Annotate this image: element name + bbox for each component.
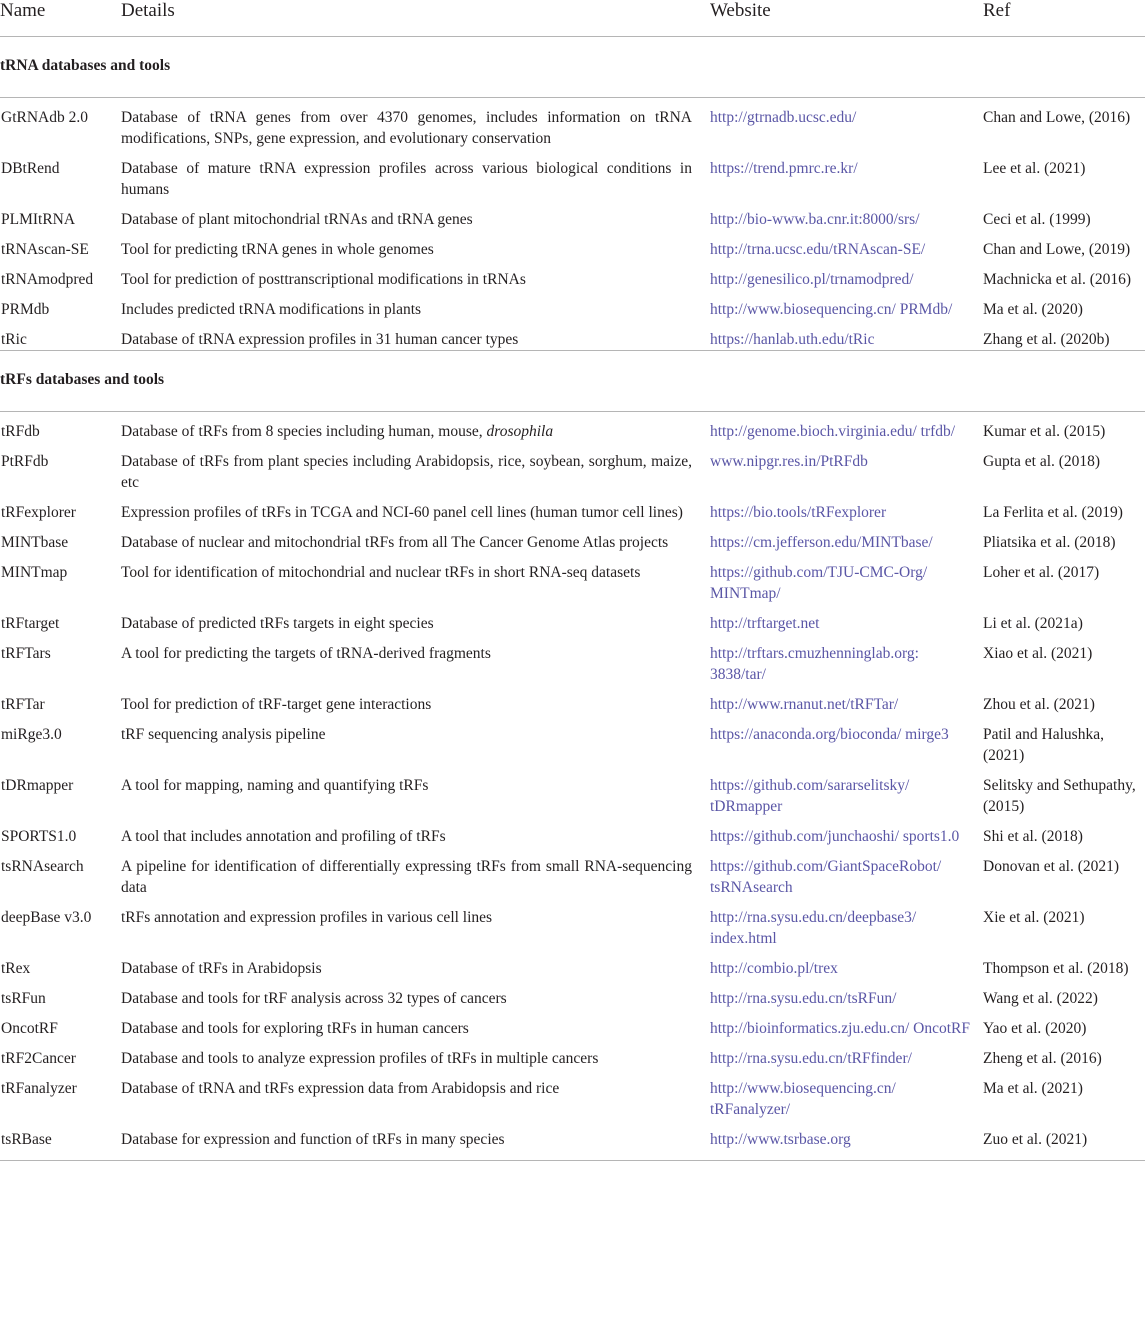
section-header-row (0, 37, 1145, 98)
cell-details (121, 634, 710, 685)
cell-ref: Zhou et al. (2021) (983, 696, 1095, 713)
table-row (0, 200, 1145, 230)
header-ref: Ref (983, 0, 1145, 37)
table-row (0, 290, 1145, 320)
header-row (0, 0, 1145, 37)
website-link[interactable]: http://www.tsrbase.org (710, 1131, 851, 1148)
website-link[interactable]: http://rna.sysu.edu.cn/tRFfinder/ (710, 1050, 912, 1067)
cell-details (121, 1120, 710, 1161)
table-row (0, 1069, 1145, 1120)
cell-name: tRex (1, 960, 31, 977)
cell-website (710, 1009, 983, 1039)
cell-ref: Shi et al. (2018) (983, 828, 1083, 845)
cell-name: tsRFun (1, 990, 46, 1007)
cell-name: tDRmapper (1, 777, 74, 794)
cell-website (710, 98, 983, 150)
details-text: Database and tools for exploring tRFs in human cancers (121, 1020, 469, 1037)
table-row (0, 523, 1145, 553)
cell-website (710, 200, 983, 230)
table-row (0, 1120, 1145, 1161)
website-link[interactable]: https://anaconda.org/bioconda/ mirge3 (710, 726, 949, 743)
cell-name: MINTmap (1, 564, 68, 581)
cell-website (710, 260, 983, 290)
cell-ref: Machnicka et al. (2016) (983, 271, 1132, 288)
cell-details (121, 260, 710, 290)
table-row (0, 98, 1145, 150)
cell-name: PRMdb (1, 301, 50, 318)
cell-website (710, 1069, 983, 1120)
website-link[interactable]: http://combio.pl/trex (710, 960, 838, 977)
table-row (0, 766, 1145, 817)
section-header-row (0, 351, 1145, 412)
details-text: Database and tools for tRF analysis across 32 types of cancers (121, 990, 507, 1007)
cell-ref: Yao et al. (2020) (983, 1020, 1087, 1037)
cell-name: tRFtarget (1, 615, 60, 632)
cell-ref: Lee et al. (2021) (983, 160, 1086, 177)
details-text: tRF sequencing analysis pipeline (121, 726, 326, 743)
website-link[interactable]: http://bio-www.ba.cnr.it:8000/srs/ (710, 211, 920, 228)
cell-ref: Gupta et al. (2018) (983, 453, 1101, 470)
cell-ref: Patil and Halushka, (2021) (983, 726, 1104, 764)
cell-website (710, 685, 983, 715)
details-text: Database of tRFs in Arabidopsis (121, 960, 322, 977)
details-emphasis: drosophila (486, 423, 554, 440)
details-text: Tool for predicting tRNA genes in whole genomes (121, 241, 434, 258)
table-body (0, 37, 1145, 1161)
cell-website (710, 979, 983, 1009)
cell-website (710, 320, 983, 351)
table-row (0, 715, 1145, 766)
website-link[interactable]: http://rna.sysu.edu.cn/tsRFun/ (710, 990, 897, 1007)
website-link[interactable]: http://genesilico.pl/trnamodpred/ (710, 271, 914, 288)
cell-website (710, 1120, 983, 1161)
cell-website (710, 523, 983, 553)
cell-ref: Li et al. (2021a) (983, 615, 1083, 632)
details-text: Database of tRNA and tRFs expression data from Arabidopsis and rice (121, 1080, 560, 1097)
header-website: Website (710, 0, 983, 37)
cell-name: DBtRend (1, 160, 60, 177)
cell-details (121, 604, 710, 634)
website-link[interactable]: http://gtrnadb.ucsc.edu/ (710, 109, 857, 126)
cell-name: tRF2Cancer (1, 1050, 76, 1067)
cell-name: tsRBase (0, 1120, 121, 1161)
website-link[interactable]: http://trftarget.net (710, 615, 820, 632)
details-text: A tool for mapping, naming and quantifying tRFs (121, 777, 429, 794)
cell-website (710, 847, 983, 898)
cell-website (710, 634, 983, 685)
section-title: tRFs databases and tools (0, 351, 1145, 412)
cell-details (121, 847, 710, 898)
cell-details (121, 817, 710, 847)
cell-website (710, 949, 983, 979)
table-row (0, 898, 1145, 949)
website-link[interactable]: https://hanlab.uth.edu/tRic (710, 331, 875, 348)
cell-website (710, 1039, 983, 1069)
cell-details (121, 715, 710, 766)
table-row (0, 685, 1145, 715)
cell-name: tRFTars (1, 645, 51, 662)
cell-details (121, 200, 710, 230)
table-row (0, 634, 1145, 685)
details-text: Database of predicted tRFs targets in eight species (121, 615, 434, 632)
cell-website (710, 817, 983, 847)
website-link[interactable]: https://trend.pmrc.re.kr/ (710, 160, 858, 177)
details-text: Database of tRFs from 8 species including human, mouse, (121, 423, 487, 440)
table-row (0, 442, 1145, 493)
cell-website (710, 442, 983, 493)
cell-details (121, 412, 710, 443)
table-row (0, 493, 1145, 523)
website-link[interactable]: http://www.rnanut.net/tRFTar/ (710, 696, 899, 713)
cell-website (710, 898, 983, 949)
table-row (0, 604, 1145, 634)
cell-ref: Ceci et al. (1999) (983, 211, 1091, 228)
cell-details (121, 230, 710, 260)
details-text: Database of mature tRNA expression profiles across various biological conditions in humans (121, 160, 692, 198)
cell-details (121, 149, 710, 200)
table-row (0, 817, 1145, 847)
cell-details (121, 320, 710, 351)
table-row (0, 1039, 1145, 1069)
cell-ref: Xiao et al. (2021) (983, 645, 1093, 662)
cell-website (710, 412, 983, 443)
cell-details (121, 979, 710, 1009)
cell-ref: Donovan et al. (2021) (983, 858, 1120, 875)
cell-name: tsRNAsearch (1, 858, 84, 875)
cell-ref: Kumar et al. (2015) (983, 423, 1106, 440)
cell-website (710, 493, 983, 523)
table-row (0, 553, 1145, 604)
cell-website (710, 604, 983, 634)
cell-ref: Chan and Lowe, (2016) (983, 109, 1131, 126)
table-row (0, 230, 1145, 260)
cell-details (121, 1069, 710, 1120)
cell-name: tRFdb (1, 423, 40, 440)
cell-website (710, 230, 983, 260)
details-text: Database of tRFs from plant species including Arabidopsis, rice, soybean, sorghum, maize, etc (121, 453, 692, 491)
cell-name: tRic (1, 331, 27, 348)
website-link[interactable]: http://www.biosequencing.cn/ PRMdb/ (710, 301, 953, 318)
cell-ref: La Ferlita et al. (2019) (983, 504, 1123, 521)
details-text: Database of nuclear and mitochondrial tRFs from all The Cancer Genome Atlas projects (121, 534, 669, 551)
details-text: Database of tRNA expression profiles in 31 human cancer types (121, 331, 519, 348)
website-link[interactable]: http://trna.ucsc.edu/tRNAscan-SE/ (710, 241, 926, 258)
cell-ref: Selitsky and Sethupathy, (2015) (983, 777, 1136, 815)
details-text: Database and tools to analyze expression profiles of tRFs in multiple cancers (121, 1050, 599, 1067)
cell-ref: Ma et al. (2020) (983, 301, 1083, 318)
cell-details (121, 1039, 710, 1069)
cell-details (121, 766, 710, 817)
website-link[interactable]: http://genome.bioch.virginia.edu/ trfdb/ (710, 423, 956, 440)
cell-ref: Zheng et al. (2016) (983, 1050, 1102, 1067)
cell-details (121, 523, 710, 553)
cell-ref: Loher et al. (2017) (983, 564, 1100, 581)
cell-ref: Xie et al. (2021) (983, 909, 1085, 926)
cell-website (710, 553, 983, 604)
details-text: tRFs annotation and expression profiles in various cell lines (121, 909, 493, 926)
details-text: Database for expression and function of tRFs in many species (121, 1131, 505, 1148)
table-row (0, 847, 1145, 898)
cell-ref: Chan and Lowe, (2019) (983, 241, 1131, 258)
table-row (0, 412, 1145, 443)
table-row (0, 149, 1145, 200)
website-link[interactable]: https://cm.jefferson.edu/MINTbase/ (710, 534, 933, 551)
details-text: Database of plant mitochondrial tRNAs and tRNA genes (121, 211, 473, 228)
cell-website (710, 766, 983, 817)
section-title: tRNA databases and tools (0, 37, 1145, 98)
cell-details (121, 685, 710, 715)
cell-details (121, 493, 710, 523)
cell-details (121, 898, 710, 949)
website-link[interactable]: www.nipgr.res.in/PtRFdb (710, 453, 868, 470)
cell-ref: Zhang et al. (2020b) (983, 331, 1110, 348)
cell-details (121, 290, 710, 320)
cell-website (710, 149, 983, 200)
cell-website (710, 290, 983, 320)
website-link[interactable]: http://www.biosequencing.cn/ tRFanalyzer/ (710, 1080, 896, 1118)
cell-name: deepBase v3.0 (1, 909, 92, 926)
details-text: Tool for prediction of posttranscriptional modifications in tRNAs (121, 271, 526, 288)
website-link[interactable]: http://rna.sysu.edu.cn/deepbase3/ index.html (710, 909, 917, 947)
table-row (0, 979, 1145, 1009)
details-text: Includes predicted tRNA modifications in plants (121, 301, 422, 318)
table-row (0, 320, 1145, 351)
cell-name: SPORTS1.0 (1, 828, 77, 845)
cell-ref: Pliatsika et al. (2018) (983, 534, 1116, 551)
table-row (0, 1009, 1145, 1039)
header-details: Details (121, 0, 710, 37)
details-text: A tool that includes annotation and profiling of tRFs (121, 828, 446, 845)
website-link[interactable]: https://github.com/junchaoshi/ sports1.0 (710, 828, 960, 845)
details-text: Expression profiles of tRFs in TCGA and NCI-60 panel cell lines (human tumor cell lines) (121, 504, 683, 521)
cell-details (121, 1009, 710, 1039)
cell-name: PtRFdb (1, 453, 49, 470)
details-text: Tool for prediction of tRF-target gene interactions (121, 696, 432, 713)
cell-name: tRNAscan-SE (1, 241, 89, 258)
cell-ref: Ma et al. (2021) (983, 1080, 1083, 1097)
cell-website (710, 715, 983, 766)
header-name: Name (0, 0, 121, 37)
cell-details (121, 553, 710, 604)
website-link[interactable]: https://github.com/TJU-CMC-Org/ MINTmap/ (710, 564, 928, 602)
details-text: A tool for predicting the targets of tRNA-derived fragments (121, 645, 491, 662)
website-link[interactable]: https://bio.tools/tRFexplorer (710, 504, 887, 521)
cell-name: tRFanalyzer (1, 1080, 77, 1097)
details-text: Database of tRNA genes from over 4370 genomes, includes information on tRNA modifications, SNPs, gene expression, and evolutionary conservation (121, 109, 692, 147)
website-link[interactable]: https://github.com/GiantSpaceRobot/ tsRNAsearch (710, 858, 942, 896)
cell-name: OncotRF (1, 1020, 58, 1037)
cell-name: tRFexplorer (1, 504, 76, 521)
table-row (0, 949, 1145, 979)
cell-details (121, 98, 710, 150)
table-row (0, 260, 1145, 290)
details-text: Tool for identification of mitochondrial and nuclear tRFs in short RNA-seq datasets (121, 564, 641, 581)
cell-name: tRNAmodpred (1, 271, 94, 288)
website-link[interactable]: http://trftars.cmuzhenninglab.org: 3838/tar/ (710, 645, 919, 683)
cell-ref: Thompson et al. (2018) (983, 960, 1129, 977)
cell-name: miRge3.0 (1, 726, 62, 743)
cell-name: PLMItRNA (1, 211, 76, 228)
details-text: A pipeline for identification of differentially expressing tRFs from small RNA-sequencing data (121, 858, 692, 896)
cell-name: MINTbase (1, 534, 69, 551)
website-link[interactable]: https://github.com/sararselitsky/ tDRmapper (710, 777, 910, 815)
website-link[interactable]: http://bioinformatics.zju.edu.cn/ OncotRF (710, 1020, 971, 1037)
cell-ref: Wang et al. (2022) (983, 990, 1098, 1007)
cell-name: tRFTar (1, 696, 45, 713)
cell-details (121, 949, 710, 979)
cell-ref: Zuo et al. (2021) (983, 1120, 1145, 1161)
cell-name: GtRNAdb 2.0 (1, 109, 88, 126)
cell-details (121, 442, 710, 493)
